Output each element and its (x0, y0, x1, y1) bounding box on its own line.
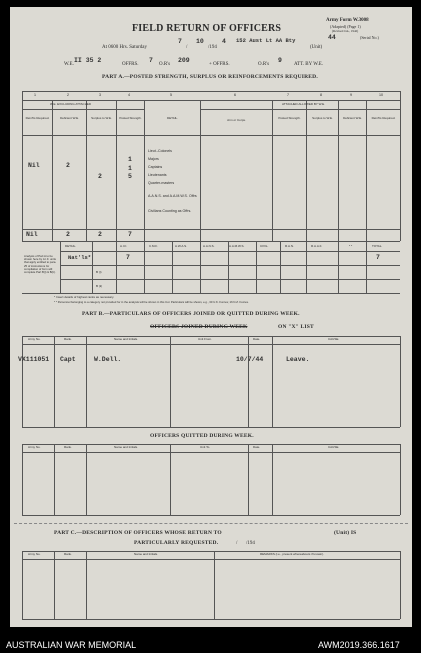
part-c-col: Rank. (64, 552, 72, 556)
serial-label: (Serial No.) (360, 35, 379, 40)
rank-label: Captains (148, 165, 163, 169)
serial-hand: 44 (328, 34, 336, 41)
form-title: FIELD RETURN OF OFFICERS (132, 23, 282, 34)
plus-offrs-label: + OFFRS. (209, 62, 230, 67)
joined-col: Date. (253, 337, 261, 341)
joined-col: Army No. (28, 337, 41, 341)
footnote: * * Personnel belonging to a category not provided for in the analysis will be shown in this Col. Particulars will be shown, e.g., 30 U.K. Forces; 16 N.Z. Forces. (54, 300, 249, 304)
attached-header: ATTACHED ALLOWED BY W.E. (282, 102, 326, 106)
quitted-col: Name and Initials. (114, 445, 139, 449)
ors2-hand: 9 (278, 57, 282, 64)
analysis-col: A.A.M.W.S. (229, 244, 245, 248)
rank-label: A.A.N.S. and A.A.M.W.S. Offrs (148, 194, 197, 198)
analysis-col: TOTAL. (372, 244, 383, 248)
army-form-number: Army Form W.3008 (326, 18, 369, 23)
col-number: 7 (287, 93, 289, 97)
date-day: 7 (178, 38, 182, 45)
footnote: * Insert details of highest ranks as necessary. (54, 295, 115, 299)
quitted-title: OFFICERS QUITTED DURING WEEK. (150, 433, 254, 439)
year-hand: 4 (222, 38, 226, 45)
rank-label: Lieutenants (148, 173, 167, 177)
analysis-row-nat: Nat'ls* (68, 254, 92, 261)
ors-label: O.R's (159, 62, 171, 67)
joined-col: Name and Initials. (114, 337, 139, 341)
posted-major: 1 (128, 165, 132, 172)
rank-label: Lieut.-Colonels (148, 149, 172, 153)
col-head: Posted Strength. (278, 116, 301, 120)
col-number: 2 (67, 93, 69, 97)
we-label: W.E. (64, 62, 74, 67)
date-month: 10 (196, 38, 204, 45)
joined-suffix: ON "X" LIST (278, 324, 314, 330)
analysis-col: * * (349, 244, 353, 248)
col-number: 4 (128, 93, 130, 97)
col-head: DETAIL. (166, 116, 179, 120)
rank-label: Civilians Counting as Offrs. (148, 209, 192, 213)
year-print: /194 (208, 45, 217, 50)
analysis-row-bi: B (i) (96, 270, 102, 274)
entry-rank: Capt (60, 356, 76, 363)
quitted-col: Army No. (28, 445, 41, 449)
unit-hand: 152 Aust Lt AA Bty (236, 37, 296, 44)
analysis-col: C.M.F. (149, 244, 158, 248)
part-c-title: PART C.—DESCRIPTION OF OFFICERS WHOSE RETURN TO (54, 530, 222, 536)
quitted-col: CAUSE. (328, 445, 340, 449)
rank-label: Quarter-masters (148, 181, 175, 185)
quitted-col: Date. (253, 445, 261, 449)
part-c-year: /194 (246, 541, 255, 546)
joined-col: Rank. (64, 337, 72, 341)
col-number: 5 (170, 93, 172, 97)
analysis-total-value: 7 (376, 254, 380, 261)
col-head: Surplus to W.E. (91, 116, 112, 120)
analysis-col: R.A.A.F. (311, 244, 323, 248)
part-c-unit: (Unit) IS (334, 530, 357, 536)
part-c-col: REMARKS (i.e., present whereabouts if known). (260, 552, 325, 556)
col-number: 10 (379, 93, 383, 97)
time-line: At 0600 Hrs. Saturday (102, 45, 147, 50)
analysis-note: Analysis of Part A to be shown here by A.I.F. units that apply entitled to para. 25 of instructions for compilation of form will complete Part B(i) & B(ii). (24, 254, 57, 275)
part-a-title: PART A.—POSTED STRENGTH, SURPLUS OR REINFORCEMENTS REQUIRED. (102, 74, 318, 80)
total-posted: 7 (128, 231, 132, 238)
part-c-col: Name and Initials. (134, 552, 159, 556)
joined-title: OFFICERS JOINED DURING WEEK (150, 324, 248, 330)
analysis-col: A.I.F. (120, 244, 127, 248)
col-number: 9 (350, 93, 352, 97)
total-deficient: 2 (66, 231, 70, 238)
col-number: 6 (234, 93, 236, 97)
archive-label: AUSTRALIAN WAR MEMORIAL (6, 640, 137, 650)
ors2-label: O.R's (258, 62, 270, 67)
we-hand: II 35 2 (74, 57, 102, 64)
unit-label: (Unit) (310, 45, 323, 50)
analysis-row-bii: B (ii) (96, 284, 103, 288)
joined-col: Unit From. (198, 337, 213, 341)
total-surplus: 2 (98, 231, 102, 238)
rank-label: Majors (148, 157, 159, 161)
analysis-col: A.W.A.S. (175, 244, 188, 248)
part-c-col: Army No. (28, 552, 41, 556)
col-head: Arm or Corps. (227, 118, 246, 122)
entry-name: W.Dell. (94, 356, 122, 363)
analysis-col: A.A.N.S. (203, 244, 215, 248)
quitted-col: Unit To. (200, 445, 211, 449)
ors-hand: 209 (178, 57, 190, 64)
part-b-title: PART B.—PARTICULARS OF OFFICERS JOINED OR QUITTED DURING WEEK. (82, 311, 300, 317)
col-number: 1 (34, 93, 36, 97)
joined-col: CAUSE. (328, 337, 340, 341)
offrs-hand: 7 (149, 57, 153, 64)
att-label: ATT. BY W.E. (294, 62, 324, 67)
total-reinfts: Nil (26, 231, 38, 238)
part-c-particularly: PARTICULARLY REQUESTED. (134, 540, 219, 546)
form-sheet: FIELD RETURN OF OFFICERS Army Form W.3008 (Adapted) (Page 1) (Revised Jan., 1942) 44 (Serial No.) At 0600 Hrs. Saturday 7 / 10 /194 4 152 Aust Lt AA Bty (Unit) W.E. II 35 2 OFFRS. 7 O.R's 209 + OFFRS. O.R's 9 ATT. BY W.E. PART A.—POSTED STRENGTH, SURPLUS OR REINFORCEMENTS REQUIRED. 1 2 3 4 5 6 7 8 9 10 W.E. EXCLUDING ATTACHED ATTACHED ALLOWED BY W.E. Reinf'ts Required. Deficient W.E. Surplus to W.E. Posted Strength. DETAIL. Arm or Corps. Posted Strength. Surplus to W.E. Deficient W.E. Reinf'ts Required. Lieut.-Colonels Majors Captains Lieutenants Quarter-masters A.A.N.S. and A.A.M.W.S. Offrs Civilians Counting as Offrs. Nil 2 2 1 1 5 Nil 2 2 7 Analysis of Part A to be shown here by A.I.F. units that apply entitled to para. 25 of instructions for compilation of form will complete Part B(i) & B(ii). DETAIL. A.I.F. C.M.F. A.W.A.S. A.A.N.S. A.A.M.W.S. CIVIL. R.A.N. R.A.A.F. * * TOTAL. Nat'ls* B (i) B (ii) 7 7 * Insert details of highest ranks as necessary. * * Personnel belonging to a category not provided for in the analysis will be shown in this Col. Particulars will be shown, e.g., 30 U.K. Forces; 16 N.Z. Forces. PART B.—PARTICULARS OF OFFICERS JOINED OR QUITTED DURING WEEK. OFFICERS JOINED DURING WEEK ON "X" LIST Army No. Rank. Name and Initials. Unit From. Date. CAUSE. VX111051 Capt W.Dell. 10/7/44 Leave. OFFICERS QUITTED DURING WEEK. Army No. Rank. Name and Initials. Unit To. Date. CAUSE. PART C.—DESCRIPTION OF OFFICERS WHOSE RETURN TO (Unit) IS PARTICULARLY REQUESTED. / /194 Army No. Rank. Name and Initials. REMARKS (i.e., present whereabouts if known). (10, 7, 412, 627)
row-surplus: 2 (98, 173, 102, 180)
entry-date: 10/7/44 (236, 356, 264, 363)
col-number: 8 (320, 93, 322, 97)
revised-label: (Revised Jan., 1942) (332, 29, 359, 33)
col-number: 3 (99, 93, 101, 97)
posted-capt: 5 (128, 173, 132, 180)
col-head: Posted Strength. (119, 116, 142, 120)
we-excl-header: W.E. EXCLUDING ATTACHED (50, 102, 92, 106)
col-head: Deficient W.E. (343, 116, 362, 120)
row-reinfts: Nil (28, 162, 40, 169)
analysis-col: CIVIL. (260, 244, 269, 248)
offrs-label: OFFRS. (122, 62, 139, 67)
analysis-col: R.A.N. (285, 244, 294, 248)
posted-lieut: 1 (128, 156, 132, 163)
col-head: Deficient W.E. (60, 116, 79, 120)
adapted-label: (Adapted) (Page 1) (330, 24, 361, 29)
analysis-aif-value: 7 (126, 254, 130, 261)
entry-army-no: VX111051 (18, 356, 50, 363)
row-deficient: 2 (66, 162, 70, 169)
analysis-detail: DETAIL. (65, 244, 77, 248)
col-head: Reinf'ts Required. (371, 116, 396, 120)
entry-cause: Leave. (286, 356, 310, 363)
col-head: Reinf'ts Required. (25, 116, 50, 120)
col-head: Surplus to W.E. (312, 116, 333, 120)
archive-id: AWM2019.366.1617 (318, 640, 400, 650)
quitted-col: Rank. (64, 445, 72, 449)
